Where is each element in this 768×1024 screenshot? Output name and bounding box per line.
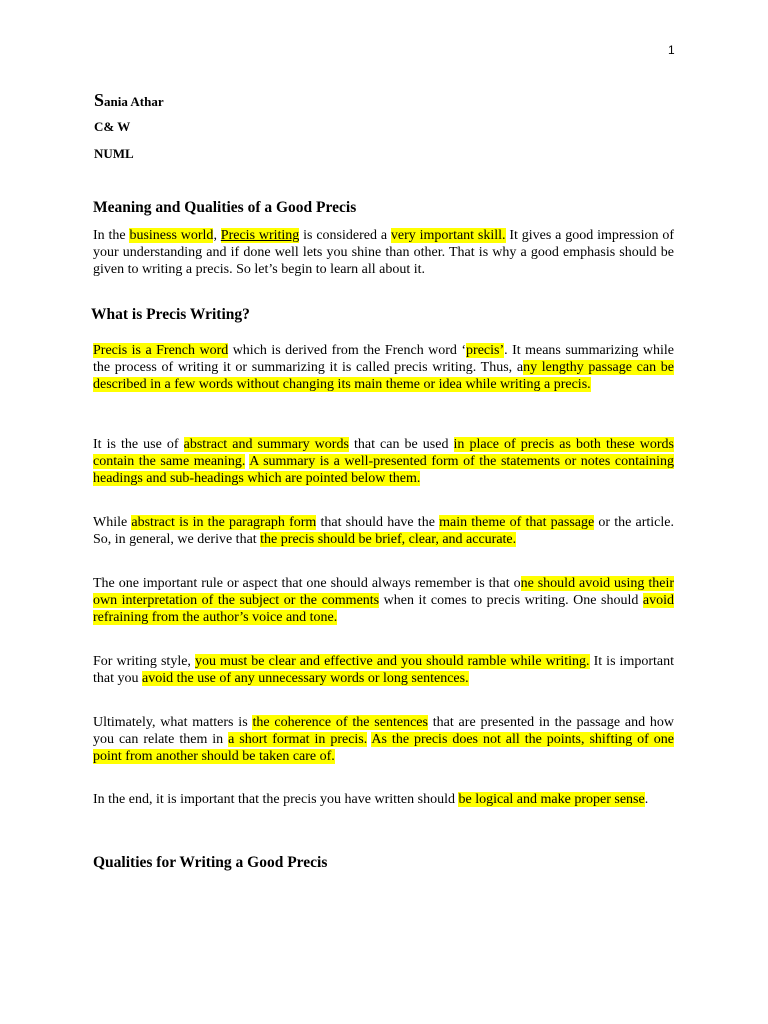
body-paragraph <box>93 792 674 809</box>
intro-paragraph <box>93 228 674 278</box>
page-number: 1 <box>668 43 675 57</box>
course-code: C& W <box>94 119 131 134</box>
text-run: . <box>644 792 649 807</box>
highlighted-text: in place of precis as both these words contain the same meaning. <box>93 437 674 469</box>
highlighted-text: the precis should be brief, clear, and accurate. <box>260 531 517 547</box>
highlighted-text: Precis writing <box>220 228 300 243</box>
text-run: that are presented in the passage and how you can relate them in <box>93 715 674 747</box>
text-run: . It means summarizing while the process of writing it or summarizing it is called precis writing. Thus, a <box>93 343 674 375</box>
highlighted-text: As the precis does not all the points, shifting of one point from another should be taken care of. <box>93 731 674 764</box>
highlighted-text: business world <box>129 228 214 243</box>
text-run: that should have the <box>316 515 440 530</box>
highlighted-text: A summary is a well-presented form of the statements or notes containing headings and sub-headings which are pointed below them. <box>93 453 674 486</box>
highlighted-text: a short format in precis. <box>228 731 368 747</box>
text-run: that can be used <box>348 437 454 452</box>
university-name: NUML <box>94 146 134 161</box>
body-paragraph <box>93 715 674 765</box>
highlighted-text: the coherence of the sentences <box>252 715 428 730</box>
body-paragraph <box>93 654 674 688</box>
text-run: It is important that you <box>93 654 674 686</box>
heading-what-is-precis: What is Precis Writing? <box>91 306 250 323</box>
highlighted-text: ny lengthy passage can be described in a few words without changing its main theme or idea while writing a precis. <box>93 359 674 392</box>
highlighted-text: you must be clear and effective and you should ramble while writing. <box>194 654 590 669</box>
text-run: which is derived from the French word ‘ <box>228 343 467 358</box>
highlighted-text: abstract is in the paragraph form <box>131 515 317 530</box>
text-run: , <box>213 228 221 243</box>
author-name <box>94 90 164 117</box>
highlighted-text: be logical and make proper sense <box>458 792 645 807</box>
heading-meaning-qualities: Meaning and Qualities of a Good Precis <box>93 199 357 216</box>
document-header <box>94 90 164 171</box>
body-paragraph <box>93 343 674 393</box>
highlighted-text: Precis is a French word <box>93 343 229 358</box>
text-run: It is the use of <box>93 437 184 452</box>
author-initial: S <box>94 90 105 110</box>
text-run: The one important rule or aspect that one should always remember is that o <box>93 576 521 591</box>
body-paragraph <box>93 515 674 549</box>
highlighted-text: very important skill. <box>390 228 506 243</box>
text-run: or the article. So, in general, we derive that <box>93 515 674 547</box>
highlighted-text: main theme of that passage <box>439 515 595 530</box>
text-run: when it comes to precis writing. One should <box>379 592 643 608</box>
text-run: Ultimately, what matters is <box>93 715 253 730</box>
text-run: For writing style, <box>93 654 195 669</box>
highlighted-text: avoid refraining from the author’s voice and tone. <box>93 592 674 625</box>
text-run: In the <box>93 228 130 243</box>
body-paragraph <box>93 576 674 626</box>
highlighted-text: abstract and summary words <box>183 437 349 452</box>
text-run: While <box>93 515 132 530</box>
highlighted-text: precis’ <box>466 343 505 358</box>
highlighted-text: ne should avoid using their own interpretation of the subject or the comments <box>93 576 674 608</box>
text-run: is considered a <box>299 228 391 243</box>
text-run: In the end, it is important that the precis you have written should <box>93 792 459 807</box>
heading-qualities-good-precis: Qualities for Writing a Good Precis <box>93 854 328 871</box>
text-run: It gives a good impression of your understanding and if done well lets you shine than other. That is why a good emphasis should be given to writing a precis. So let’s begin to learn all about it. <box>93 228 675 277</box>
body-paragraph <box>93 437 674 487</box>
author-surname-rest: ania Athar <box>104 94 164 109</box>
highlighted-text: avoid the use of any unnecessary words or long sentences. <box>142 670 469 686</box>
